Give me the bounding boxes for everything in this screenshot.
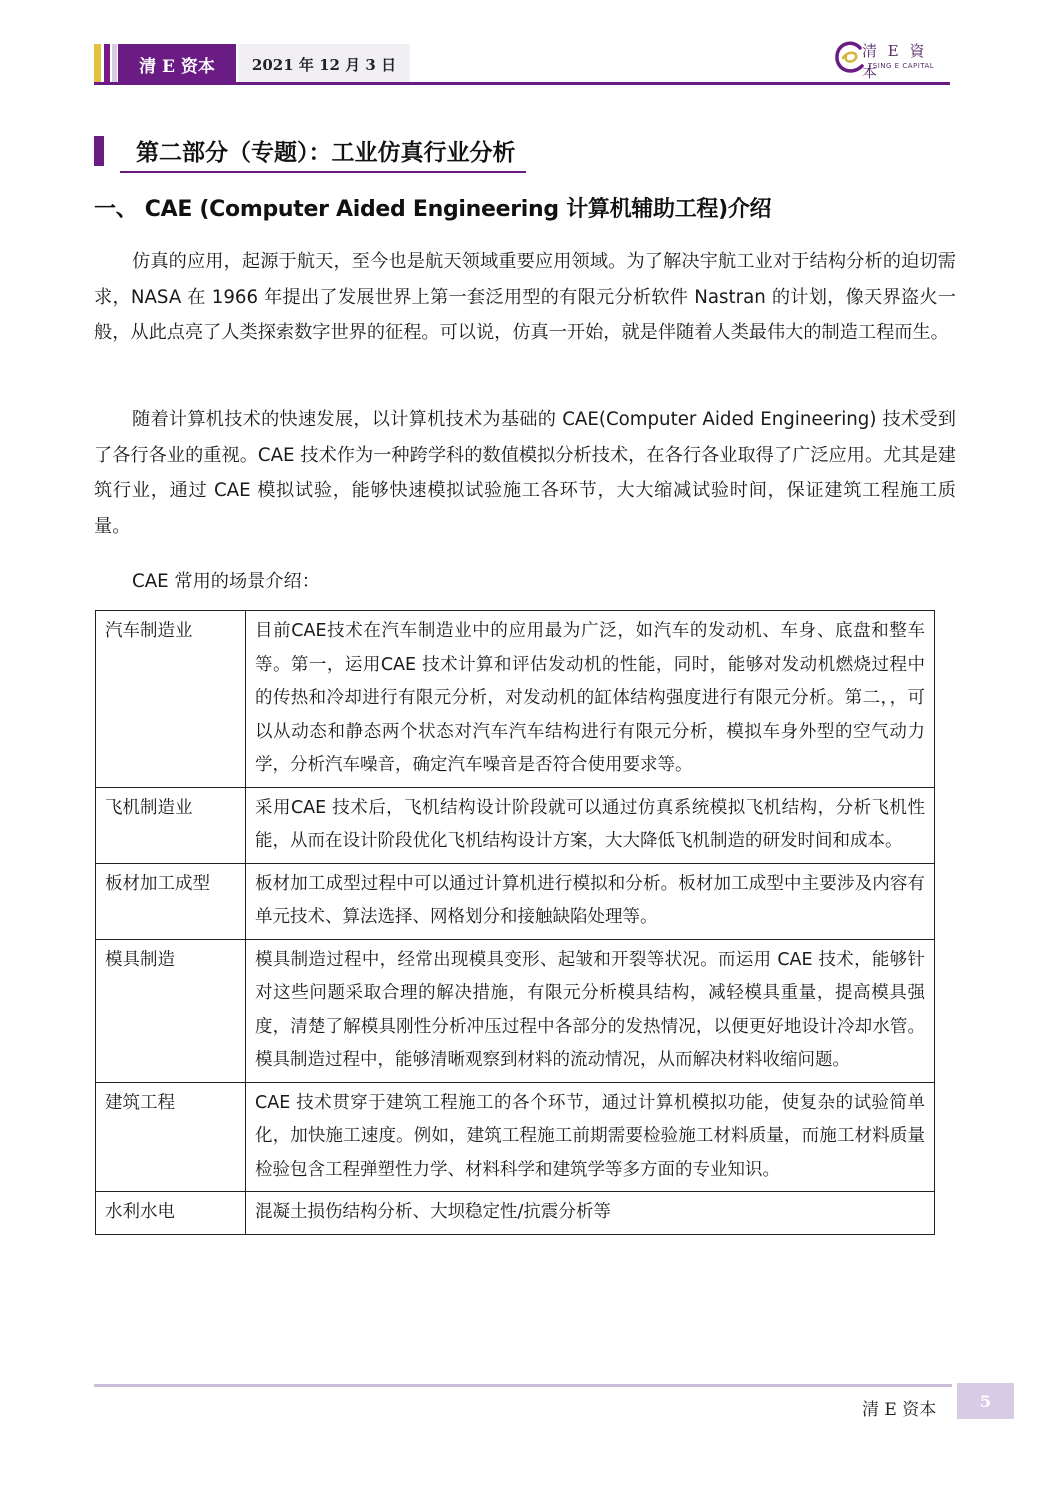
- paragraph-development: 随着计算机技术的快速发展，以计算机技术为基础的 CAE(Computer Aided Engineering) 技术受到了各行各业的重视。CAE 技术作为一种跨学科的数值模拟分析技术，在各行各业取得了广泛应用。尤其是建筑行业，通过 CAE 模拟试验，能够快速模拟试验施工各环节，大大缩减试验时间，保证建筑工程施工质量。: [94, 409, 956, 537]
- paragraph-origin: 仿真的应用，起源于航天，至今也是航天领域重要应用领域。为了解决宇航工业对于结构分析的迫切需求，NASA 在 1966 年提出了发展世界上第一套泛用型的有限元分析软件 Nastran 的计划，像天界盗火一般，从此点亮了人类探索数字世界的征程。可以说，仿真一开始，就是伴随着人类最伟大的制造工程而生。: [94, 251, 956, 343]
- paragraph-table-intro: CAE 常用的场景介绍：: [132, 571, 320, 592]
- industry-cell: 建筑工程: [96, 1082, 246, 1192]
- table-row: [96, 611, 935, 788]
- logo-text-cn: 清 E 資 本: [862, 42, 928, 81]
- page-number: 5: [957, 1383, 1014, 1419]
- header-date: 2021 年 12 月 3 日: [238, 44, 410, 84]
- table-row: [96, 863, 935, 939]
- header-stripe-lilac: [112, 44, 117, 84]
- industry-cell: 飞机制造业: [96, 787, 246, 863]
- table-row: [96, 787, 935, 863]
- header-stripe-gold: [94, 44, 101, 84]
- description-cell: 板材加工成型过程中可以通过计算机进行模拟和分析。板材加工成型中主要涉及内容有单元技术、算法选择、网格划分和接触缺陷处理等。: [246, 863, 935, 939]
- subsection-title: 一、 CAE (Computer Aided Engineering 计算机辅助工程)介绍: [94, 197, 772, 222]
- industry-cell: 模具制造: [96, 939, 246, 1082]
- footer-brand: 清 E 资本: [862, 1400, 937, 1420]
- logo-text-en: TSING E CAPITAL: [868, 62, 935, 70]
- industry-cell: 汽车制造业: [96, 611, 246, 788]
- cae-scenario-table: [95, 610, 935, 1235]
- industry-cell: 板材加工成型: [96, 863, 246, 939]
- section-marker: [94, 136, 104, 166]
- header-divider: [94, 82, 950, 85]
- header-brand: 清 E 资本: [118, 44, 236, 84]
- table-row: [96, 1192, 935, 1235]
- table-row: [96, 939, 935, 1082]
- header-stripe-purple: [104, 44, 110, 84]
- company-logo: [832, 38, 950, 80]
- footer-divider: [94, 1384, 952, 1387]
- description-cell: 模具制造过程中，经常出现模具变形、起皱和开裂等状况。而运用 CAE 技术，能够针对这些问题采取合理的解决措施，有限元分析模具结构，减轻模具重量，提高模具强度，清楚了解模具刚性分析冲压过程中各部分的发热情况，以便更好地设计冷却水管。模具制造过程中，能够清晰观察到材料的流动情况，从而解决材料收缩问题。: [246, 939, 935, 1082]
- table-row: [96, 1082, 935, 1192]
- description-cell: CAE 技术贯穿于建筑工程施工的各个环节，通过计算机模拟功能，使复杂的试验简单化，加快施工速度。例如，建筑工程施工前期需要检验施工材料质量，而施工材料质量检验包含工程弹塑性力学、材料科学和建筑学等多方面的专业知识。: [246, 1082, 935, 1192]
- industry-cell: 水利水电: [96, 1192, 246, 1235]
- description-cell: 采用CAE 技术后，飞机结构设计阶段就可以通过仿真系统模拟飞机结构，分析飞机性能，从而在设计阶段优化飞机结构设计方案，大大降低飞机制造的研发时间和成本。: [246, 787, 935, 863]
- description-cell: 目前CAE技术在汽车制造业中的应用最为广泛，如汽车的发动机、车身、底盘和整车等。第一，运用CAE 技术计算和评估发动机的性能，同时，能够对发动机燃烧过程中的传热和冷却进行有限元分析，对发动机的缸体结构强度进行有限元分析。第二，，可以从动态和静态两个状态对汽车汽车结构进行有限元分析，模拟车身外型的空气动力学，分析汽车噪音，确定汽车噪音是否符合使用要求等。: [246, 611, 935, 788]
- description-cell: 混凝土损伤结构分析、大坝稳定性/抗震分析等: [246, 1192, 935, 1235]
- section-title: 第二部分（专题）：工业仿真行业分析: [120, 134, 526, 173]
